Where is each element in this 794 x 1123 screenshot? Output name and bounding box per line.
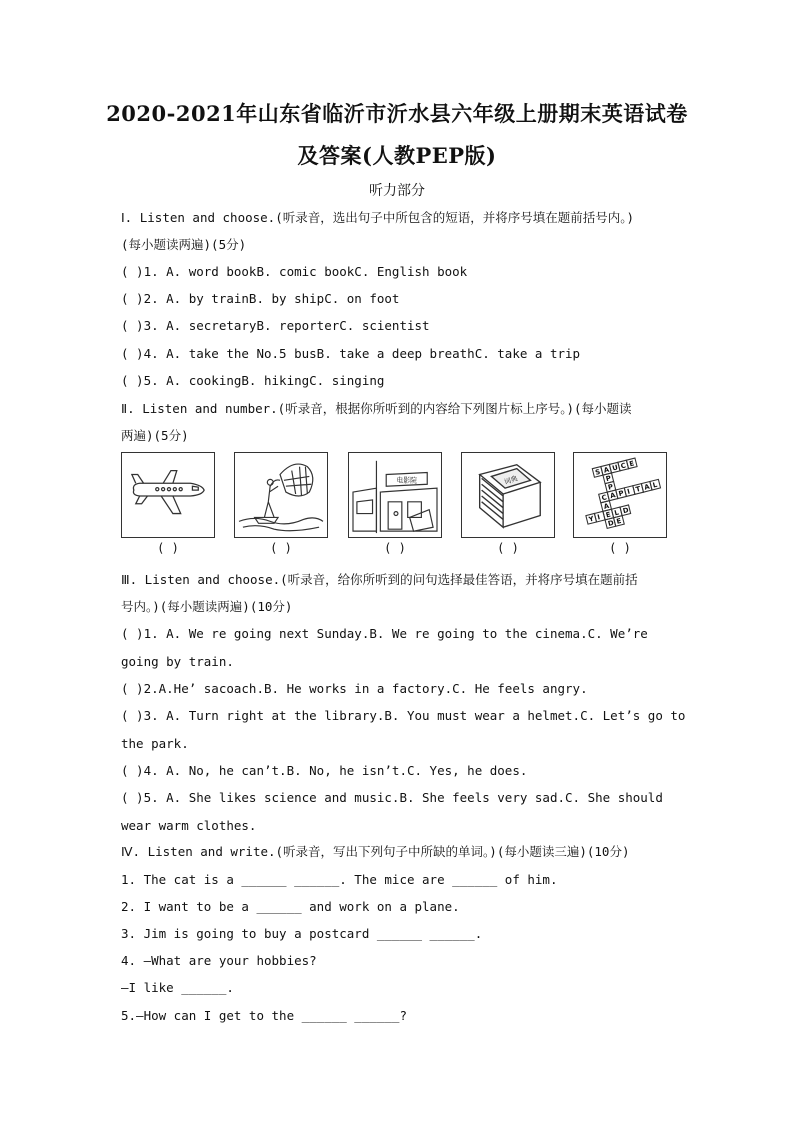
answer-parenthesis: ( ) bbox=[609, 541, 631, 555]
svg-text:A: A bbox=[602, 501, 610, 511]
question-item: ( )1. A. word bookB. comic bookC. English book bbox=[121, 264, 468, 279]
svg-text:I: I bbox=[596, 513, 601, 522]
svg-text:I: I bbox=[626, 487, 631, 496]
question-item: ( )5. A. cookingB. hikingC. singing bbox=[121, 373, 385, 388]
question-item: ( )2. A. by trainB. by shipC. on foot bbox=[121, 291, 400, 306]
fill-in-item: 1. The cat is a ______ ______. The mice are ______ of him. bbox=[121, 872, 558, 887]
question-item-cont: the park. bbox=[121, 736, 189, 751]
answer-parenthesis: ( ) bbox=[270, 541, 292, 555]
question-item: ( )1. A. We re going next Sunday.B. We re going to the cinema.C. We’re bbox=[121, 626, 648, 641]
section3-heading-cont: 号内。)(每小题读两遍)(10分) bbox=[121, 599, 293, 614]
section3-heading: Ⅲ. Listen and choose.(听录音，给你所听到的问句选择最佳答语，并将序号填在题前括 bbox=[121, 572, 638, 587]
svg-text:S: S bbox=[594, 467, 602, 477]
svg-text:D: D bbox=[622, 506, 630, 516]
svg-text:E: E bbox=[605, 510, 612, 520]
answer-parenthesis: ( ) bbox=[157, 541, 179, 555]
svg-text:C: C bbox=[619, 461, 627, 471]
airplane-icon bbox=[122, 453, 214, 537]
question-item: ( )3. A. Turn right at the library.B. You must wear a helmet.C. Let’s go to bbox=[121, 708, 686, 723]
picture-frame bbox=[461, 452, 555, 538]
section2-heading-cont: 两遍)(5分) bbox=[121, 428, 189, 443]
section-subtitle: 听力部分 bbox=[369, 183, 425, 199]
fill-in-item: 5.—How can I get to the ______ ______? bbox=[121, 1008, 407, 1023]
section2-heading: Ⅱ. Listen and number.(听录音，根据你所听到的内容给下列图片标上序号。)(每小题读 bbox=[121, 401, 632, 416]
page-title-line2: 及答案(人教PEP版) bbox=[297, 143, 497, 168]
crossword-icon bbox=[574, 453, 666, 537]
answer-parenthesis: ( ) bbox=[384, 541, 406, 555]
book-cover-text: 词典 bbox=[503, 474, 519, 487]
question-item: ( )4. A. take the No.5 busB. take a deep breathC. take a trip bbox=[121, 346, 581, 361]
svg-text:P: P bbox=[607, 482, 614, 492]
svg-text:D: D bbox=[607, 518, 615, 528]
svg-text:A: A bbox=[609, 491, 617, 501]
picture-frame bbox=[348, 452, 442, 538]
fishing-net-icon bbox=[235, 453, 327, 537]
picture-frame bbox=[121, 452, 215, 538]
question-item: ( )3. A. secretaryB. reporterC. scientist bbox=[121, 318, 430, 333]
svg-text:E: E bbox=[628, 459, 635, 469]
section1-heading: Ⅰ. Listen and choose.(听录音，选出句子中所包含的短语，并将序号填在题前括号内。) bbox=[121, 210, 635, 225]
picture-frame bbox=[234, 452, 328, 538]
answer-parenthesis: ( ) bbox=[497, 541, 519, 555]
question-item: ( )2.A.He’ sacoach.B. He works in a factory.C. He feels angry. bbox=[121, 681, 588, 696]
svg-text:Y: Y bbox=[587, 514, 595, 524]
question-item: ( )4. A. No, he can’t.B. No, he isn’t.C. Yes, he does. bbox=[121, 763, 528, 778]
page-title: 2020-2021年山东省临沂市沂水县六年级上册期末英语试卷 bbox=[106, 101, 688, 126]
svg-text:A: A bbox=[643, 482, 651, 492]
svg-text:L: L bbox=[613, 508, 620, 518]
question-item-cont: going by train. bbox=[121, 654, 234, 669]
svg-text:P: P bbox=[605, 474, 612, 484]
question-item: ( )5. A. She likes science and music.B. She feels very sad.C. She should bbox=[121, 790, 663, 805]
fill-in-item: 4. —What are your hobbies? bbox=[121, 953, 317, 968]
svg-text:A: A bbox=[602, 465, 611, 475]
section1-heading-cont: (每小题读两遍)(5分) bbox=[121, 237, 247, 252]
dictionary-book-icon bbox=[462, 453, 554, 537]
svg-text:P: P bbox=[617, 489, 625, 499]
cinema-building-icon bbox=[349, 453, 441, 537]
svg-text:U: U bbox=[611, 463, 619, 473]
fill-in-item: 2. I want to be a ______ and work on a plane. bbox=[121, 899, 460, 914]
svg-text:C: C bbox=[600, 493, 608, 503]
fill-in-item: —I like ______. bbox=[121, 980, 234, 995]
section4-heading: Ⅳ. Listen and write.(听录音，写出下列句子中所缺的单词。)(每小题读三遍)(10分) bbox=[121, 844, 630, 859]
fill-in-item: 3. Jim is going to buy a postcard ______ ______. bbox=[121, 926, 483, 941]
picture-frame bbox=[573, 452, 667, 538]
question-item-cont: wear warm clothes. bbox=[121, 818, 257, 833]
svg-text:L: L bbox=[651, 480, 659, 490]
svg-text:T: T bbox=[634, 484, 642, 494]
cinema-sign-text: 电影院 bbox=[396, 476, 417, 485]
svg-text:E: E bbox=[615, 516, 623, 526]
